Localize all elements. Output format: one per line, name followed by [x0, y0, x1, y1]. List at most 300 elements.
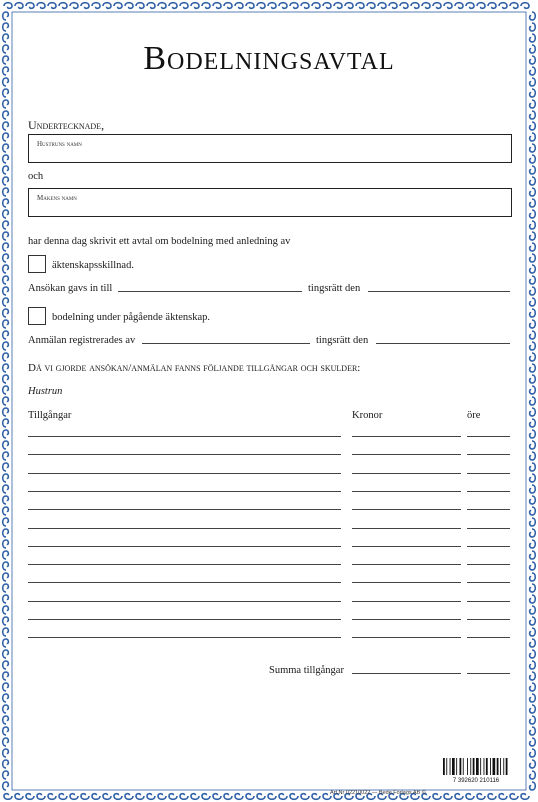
border-swirl: [3, 144, 9, 152]
border-swirl: [48, 3, 56, 9]
border-swirl: [411, 3, 419, 9]
border-swirl: [3, 606, 9, 614]
border-swirl: [213, 794, 221, 800]
border-swirl: [530, 199, 536, 207]
asset-desc-line[interactable]: [28, 564, 341, 565]
summa-ore-line[interactable]: [467, 673, 510, 674]
border-swirl: [3, 771, 9, 779]
barcode-bar: [460, 758, 462, 775]
border-swirl: [530, 705, 536, 713]
border-swirl: [530, 595, 536, 603]
border-swirl: [3, 100, 9, 108]
border-swirl: [3, 210, 9, 218]
border-swirl: [235, 3, 243, 9]
asset-desc-line[interactable]: [28, 509, 341, 510]
border-swirl: [3, 122, 9, 130]
border-swirl: [422, 3, 430, 9]
asset-desc-line[interactable]: [28, 473, 341, 474]
border-swirl: [3, 694, 9, 702]
barcode-bar: [476, 758, 479, 775]
asset-ore-line[interactable]: [467, 491, 510, 492]
barcode-bar: [463, 758, 464, 775]
barcode-bar: [497, 758, 499, 775]
border-swirl: [125, 794, 133, 800]
border-swirl: [3, 254, 9, 262]
assets-heading: Då vi gjorde ansökan/anmälan fanns följande tillgångar och skulder:: [28, 362, 361, 374]
border-swirl: [3, 111, 9, 119]
asset-desc-line[interactable]: [28, 546, 341, 547]
border-swirl: [158, 794, 166, 800]
border-swirl: [345, 3, 353, 9]
summa-kronor-line[interactable]: [352, 673, 461, 674]
barcode-bar: [484, 758, 485, 775]
border-swirl: [3, 331, 9, 339]
border-swirl: [530, 375, 536, 383]
barcode-bar: [493, 758, 496, 775]
border-swirl: [477, 3, 485, 9]
border-swirl: [530, 320, 536, 328]
hustru-name-placeholder: Hustruns namn: [37, 140, 82, 148]
border-swirl: [3, 342, 9, 350]
border-swirl: [70, 3, 78, 9]
border-swirl: [3, 177, 9, 185]
border-swirl: [530, 496, 536, 504]
border-swirl: [180, 3, 188, 9]
border-swirl: [530, 144, 536, 152]
barcode-bar: [450, 758, 451, 775]
border-swirl: [3, 298, 9, 306]
border-swirl: [3, 474, 9, 482]
border-swirl: [530, 298, 536, 306]
border-swirl: [3, 287, 9, 295]
page-title: Bodelningsavtal: [143, 40, 395, 77]
border-swirl: [3, 738, 9, 746]
border-swirl: [147, 3, 155, 9]
asset-desc-line[interactable]: [28, 601, 341, 602]
asset-kronor-line[interactable]: [352, 637, 461, 638]
border-swirl: [530, 727, 536, 735]
border-swirl: [530, 133, 536, 141]
border-swirl: [224, 3, 232, 9]
border-swirl: [70, 794, 78, 800]
border-swirl: [3, 507, 9, 515]
border-swirl: [3, 199, 9, 207]
border-swirl: [3, 485, 9, 493]
barcode-bar: [486, 758, 488, 775]
border-swirl: [3, 584, 9, 592]
asset-desc-line[interactable]: [28, 637, 341, 638]
border-swirl: [312, 3, 320, 9]
border-swirl: [530, 397, 536, 405]
border-swirl: [323, 3, 331, 9]
border-swirl: [530, 309, 536, 317]
border-swirl: [530, 166, 536, 174]
border-swirl: [3, 78, 9, 86]
asset-ore-line[interactable]: [467, 509, 510, 510]
border-swirl: [530, 584, 536, 592]
border-swirl: [530, 683, 536, 691]
border-swirl: [3, 23, 9, 31]
border-swirl: [246, 3, 254, 9]
barcode-bar: [470, 758, 471, 775]
tingsratt-den-label-1: tingsrätt den: [308, 283, 361, 294]
border-swirl: [81, 3, 89, 9]
border-swirl: [3, 617, 9, 625]
border-swirl: [125, 3, 133, 9]
border-swirl: [257, 3, 265, 9]
barcode-bar: [456, 758, 457, 775]
asset-ore-line[interactable]: [467, 436, 510, 437]
asset-kronor-line[interactable]: [352, 582, 461, 583]
border-swirl: [3, 309, 9, 317]
asset-kronor-line[interactable]: [352, 491, 461, 492]
border-swirl: [312, 794, 320, 800]
border-swirl: [3, 386, 9, 394]
border-swirl: [356, 3, 364, 9]
border-swirl: [3, 529, 9, 537]
border-swirl: [530, 551, 536, 559]
asset-kronor-line[interactable]: [352, 436, 461, 437]
barcode: [441, 757, 511, 783]
border-swirl: [530, 331, 536, 339]
asset-desc-line[interactable]: [28, 528, 341, 529]
border-swirl: [3, 595, 9, 603]
border-swirl: [37, 794, 45, 800]
border-swirl: [3, 430, 9, 438]
border-swirl: [530, 782, 536, 790]
border-swirl: [3, 562, 9, 570]
border-swirl: [136, 794, 144, 800]
border-swirl: [530, 518, 536, 526]
och-label: och: [28, 171, 44, 182]
border-swirl: [433, 3, 441, 9]
border-swirl: [3, 265, 9, 273]
asset-ore-line[interactable]: [467, 528, 510, 529]
border-swirl: [466, 3, 474, 9]
border-swirl: [455, 794, 463, 800]
asset-kronor-line[interactable]: [352, 509, 461, 510]
border-swirl: [279, 3, 287, 9]
border-swirl: [4, 3, 12, 9]
col-header-tillgangar: Tillgångar: [28, 410, 72, 421]
border-swirl: [530, 441, 536, 449]
border-swirl: [158, 3, 166, 9]
border-swirl: [530, 529, 536, 537]
hustrun-label: Hustrun: [28, 386, 63, 397]
border-swirl: [378, 3, 386, 9]
border-swirl: [3, 705, 9, 713]
border-swirl: [488, 794, 496, 800]
border-swirl: [530, 111, 536, 119]
asset-kronor-line[interactable]: [352, 546, 461, 547]
border-swirl: [3, 320, 9, 328]
col-header-kronor: Kronor: [352, 410, 383, 421]
border-swirl: [59, 3, 67, 9]
border-swirl: [530, 23, 536, 31]
border-swirl: [3, 221, 9, 229]
option-aktenskapsskillnad-label: äktenskapsskillnad.: [52, 260, 134, 271]
anmalan-label: Anmälan registrerades av: [28, 335, 136, 346]
asset-ore-line[interactable]: [467, 473, 510, 474]
ansokan-label: Ansökan gavs in till: [28, 283, 113, 294]
border-swirl: [3, 452, 9, 460]
checkbox-aktenskapsskillnad[interactable]: [28, 255, 46, 273]
border-swirl: [455, 3, 463, 9]
border-swirl: [246, 794, 254, 800]
border-swirl: [499, 3, 507, 9]
border-swirl: [389, 3, 397, 9]
border-swirl: [530, 771, 536, 779]
barcode-bar: [506, 758, 508, 775]
border-swirl: [530, 188, 536, 196]
asset-desc-line[interactable]: [28, 436, 341, 437]
border-swirl: [191, 794, 199, 800]
border-swirl: [530, 243, 536, 251]
asset-ore-line[interactable]: [467, 637, 510, 638]
border-swirl: [3, 782, 9, 790]
border-swirl: [3, 540, 9, 548]
asset-ore-line[interactable]: [467, 546, 510, 547]
border-swirl: [103, 3, 111, 9]
make-name-placeholder: Makens namn: [37, 194, 77, 202]
asset-desc-line[interactable]: [28, 582, 341, 583]
border-swirl: [59, 794, 67, 800]
border-swirl: [3, 496, 9, 504]
border-swirl: [499, 794, 507, 800]
border-swirl: [3, 727, 9, 735]
border-swirl: [530, 485, 536, 493]
ansokan-court-line[interactable]: [118, 291, 302, 292]
border-swirl: [530, 474, 536, 482]
border-swirl: [3, 760, 9, 768]
asset-desc-line[interactable]: [28, 454, 341, 455]
border-swirl: [334, 3, 342, 9]
border-swirl: [400, 3, 408, 9]
border-swirl: [3, 89, 9, 97]
asset-kronor-line[interactable]: [352, 473, 461, 474]
option-bodelning-pagaende-label: bodelning under pågående äktenskap.: [52, 312, 211, 323]
border-swirl: [81, 794, 89, 800]
border-swirl: [3, 639, 9, 647]
border-swirl: [3, 683, 9, 691]
border-swirl: [279, 794, 287, 800]
border-swirl: [26, 794, 34, 800]
border-swirl: [530, 221, 536, 229]
border-swirl: [48, 794, 56, 800]
border-swirl: [26, 3, 34, 9]
border-swirl: [3, 166, 9, 174]
border-swirl: [530, 573, 536, 581]
border-swirl: [3, 408, 9, 416]
border-swirl: [466, 794, 474, 800]
intro-text: har denna dag skrivit ett avtal om bodelning med anledning av: [28, 236, 291, 247]
border-swirl: [290, 3, 298, 9]
border-swirl: [444, 794, 452, 800]
border-swirl: [235, 794, 243, 800]
asset-ore-line[interactable]: [467, 582, 510, 583]
border-swirl: [488, 3, 496, 9]
barcode-bar: [446, 758, 447, 775]
border-swirl: [15, 3, 23, 9]
border-swirl: [530, 628, 536, 636]
border-swirl: [530, 232, 536, 240]
make-name-field[interactable]: [28, 188, 512, 217]
border-swirl: [530, 276, 536, 284]
border-swirl: [477, 794, 485, 800]
tingsratt-den-label-2: tingsrätt den: [316, 335, 369, 346]
border-swirl: [530, 100, 536, 108]
border-swirl: [3, 133, 9, 141]
border-swirl: [3, 364, 9, 372]
border-swirl: [530, 661, 536, 669]
border-swirl: [530, 364, 536, 372]
border-swirl: [530, 408, 536, 416]
border-swirl: [3, 188, 9, 196]
asset-kronor-line[interactable]: [352, 564, 461, 565]
border-swirl: [3, 661, 9, 669]
border-swirl: [3, 716, 9, 724]
border-swirl: [530, 430, 536, 438]
border-swirl: [530, 749, 536, 757]
border-swirl: [530, 617, 536, 625]
border-swirl: [530, 254, 536, 262]
border-swirl: [521, 3, 529, 9]
border-swirl: [530, 122, 536, 130]
border-swirl: [530, 265, 536, 273]
border-swirl: [530, 419, 536, 427]
hustru-name-field[interactable]: [28, 134, 512, 163]
border-swirl: [15, 794, 23, 800]
border-swirl: [530, 694, 536, 702]
border-swirl: [301, 3, 309, 9]
border-swirl: [4, 794, 12, 800]
border-swirl: [530, 353, 536, 361]
border-swirl: [530, 463, 536, 471]
border-swirl: [530, 155, 536, 163]
border-swirl: [530, 210, 536, 218]
asset-kronor-line[interactable]: [352, 528, 461, 529]
border-swirl: [3, 551, 9, 559]
border-swirl: [3, 276, 9, 284]
border-swirl: [290, 794, 298, 800]
border-swirl: [3, 650, 9, 658]
barcode-bar: [500, 758, 501, 775]
border-swirl: [136, 3, 144, 9]
barcode-bar: [473, 758, 475, 775]
anmalan-date-line[interactable]: [376, 343, 510, 344]
border-swirl: [530, 738, 536, 746]
border-swirl: [268, 3, 276, 9]
border-swirl: [530, 562, 536, 570]
border-swirl: [530, 342, 536, 350]
border-swirl: [510, 3, 518, 9]
border-swirl: [433, 794, 441, 800]
border-swirl: [530, 12, 536, 20]
border-swirl: [147, 794, 155, 800]
barcode-bar: [490, 758, 491, 775]
border-swirl: [103, 794, 111, 800]
undertecknade-label: Undertecknade,: [28, 118, 105, 132]
border-swirl: [3, 155, 9, 163]
border-swirl: [92, 794, 100, 800]
border-swirl: [301, 794, 309, 800]
border-swirl: [530, 606, 536, 614]
border-swirl: [444, 3, 452, 9]
asset-desc-line[interactable]: [28, 491, 341, 492]
ansokan-date-line[interactable]: [368, 291, 510, 292]
border-swirl: [530, 760, 536, 768]
border-swirl: [3, 749, 9, 757]
border-swirl: [202, 794, 210, 800]
border-swirl: [530, 507, 536, 515]
border-swirl: [3, 463, 9, 471]
border-swirl: [3, 672, 9, 680]
border-swirl: [530, 540, 536, 548]
border-swirl: [37, 3, 45, 9]
border-swirl: [180, 794, 188, 800]
border-swirl: [191, 3, 199, 9]
asset-ore-line[interactable]: [467, 619, 510, 620]
barcode-bar: [480, 758, 481, 775]
barcode-bar: [452, 758, 455, 775]
border-swirl: [3, 243, 9, 251]
border-swirl: [367, 3, 375, 9]
summa-label: Summa tillgångar: [269, 665, 344, 676]
asset-desc-line[interactable]: [28, 619, 341, 620]
border-swirl: [3, 628, 9, 636]
asset-ore-line[interactable]: [467, 564, 510, 565]
border-swirl: [3, 375, 9, 383]
border-swirl: [530, 716, 536, 724]
border-swirl: [268, 794, 276, 800]
footer-text: Art.Nr 02210022 — Bede Förlags AB ©: [330, 790, 426, 796]
asset-ore-line[interactable]: [467, 454, 510, 455]
border-swirl: [3, 441, 9, 449]
barcode-bar: [443, 758, 445, 775]
border-swirl: [521, 794, 529, 800]
border-swirl: [213, 3, 221, 9]
border-swirl: [3, 518, 9, 526]
asset-ore-line[interactable]: [467, 601, 510, 602]
asset-kronor-line[interactable]: [352, 619, 461, 620]
border-swirl: [530, 672, 536, 680]
border-swirl: [169, 794, 177, 800]
col-header-ore: öre: [467, 410, 481, 421]
border-swirl: [169, 3, 177, 9]
barcode-bar: [503, 758, 504, 775]
border-swirl: [3, 12, 9, 20]
anmalan-court-line[interactable]: [142, 343, 310, 344]
border-swirl: [530, 78, 536, 86]
border-swirl: [3, 419, 9, 427]
border-swirl: [114, 3, 122, 9]
border-swirl: [114, 794, 122, 800]
border-swirl: [530, 177, 536, 185]
border-swirl: [530, 386, 536, 394]
asset-kronor-line[interactable]: [352, 454, 461, 455]
barcode-bar: [467, 758, 468, 775]
border-swirl: [530, 452, 536, 460]
checkbox-bodelning-pagaende[interactable]: [28, 307, 46, 325]
border-swirl: [530, 287, 536, 295]
border-swirl: [3, 232, 9, 240]
border-swirl: [530, 639, 536, 647]
border-swirl: [3, 353, 9, 361]
border-swirl: [3, 573, 9, 581]
border-swirl: [92, 3, 100, 9]
barcode-number: 7 392620 210116: [452, 778, 500, 783]
asset-kronor-line[interactable]: [352, 601, 461, 602]
